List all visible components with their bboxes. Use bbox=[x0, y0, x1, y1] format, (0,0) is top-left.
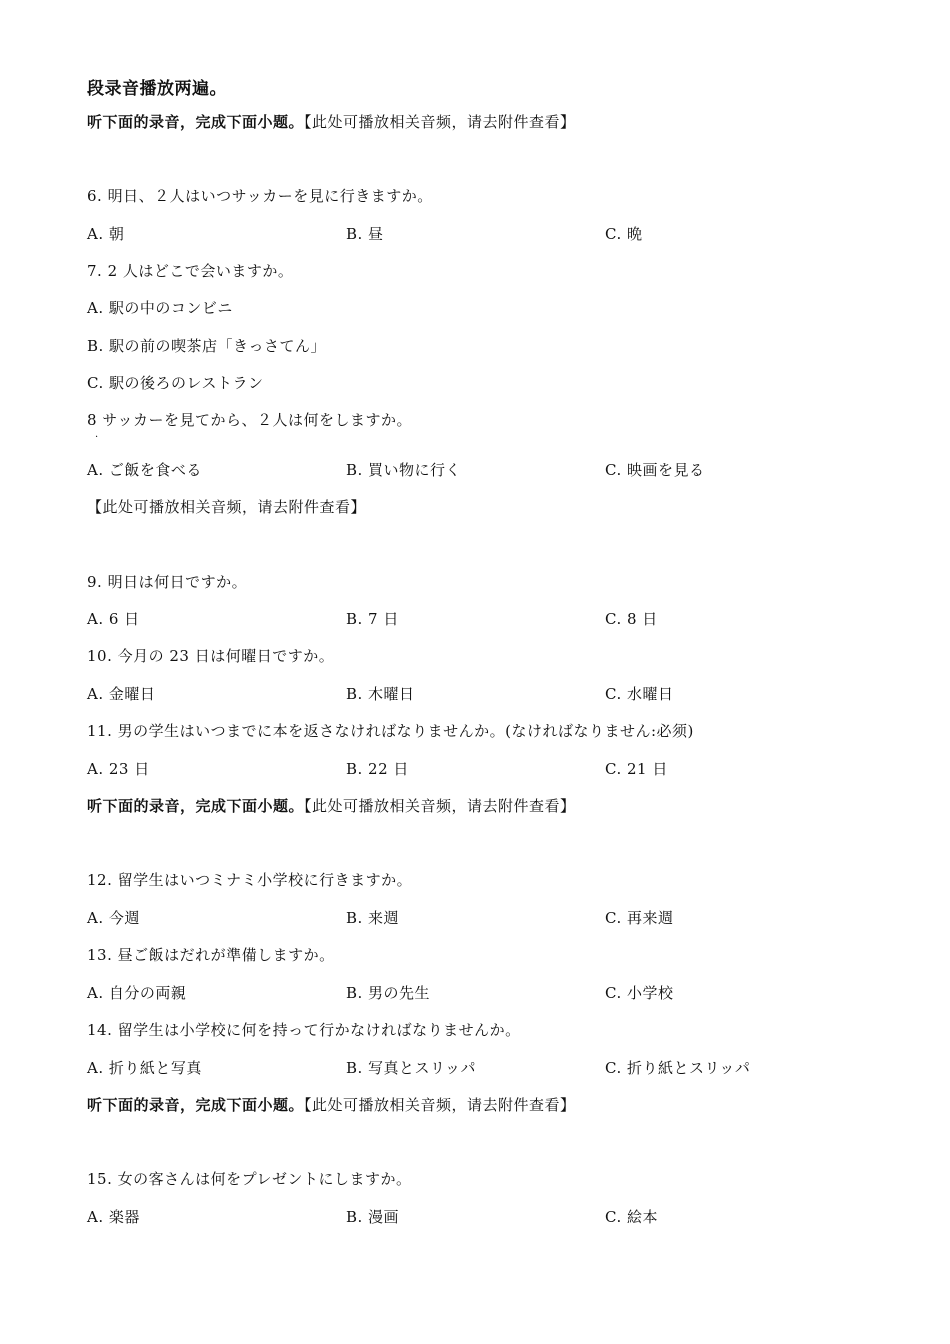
question-text: 7. 2 人はどこで会いますか。 bbox=[87, 262, 294, 280]
page-heading: 段录音播放两遍。 bbox=[87, 79, 227, 99]
answer-option[interactable]: B. 駅の前の喫茶店「きっさてん」 bbox=[87, 337, 327, 355]
answer-option[interactable]: B. 買い物に行く bbox=[346, 461, 462, 479]
answer-option[interactable]: A. ご飯を食べる bbox=[87, 461, 202, 479]
answer-option[interactable]: A. 折り紙と写真 bbox=[87, 1059, 202, 1077]
audio-note: 【此处可播放相关音频，请去附件查看】 bbox=[304, 113, 576, 131]
answer-option[interactable]: C. 折り紙とスリッパ bbox=[605, 1059, 751, 1077]
question-text: 9. 明日は何日ですか。 bbox=[87, 573, 248, 591]
answer-option[interactable]: B. 来週 bbox=[346, 909, 400, 927]
section-intro bbox=[87, 1095, 576, 1115]
audio-note: 【此处可播放相关音频，请去附件查看】 bbox=[304, 1096, 576, 1114]
answer-option[interactable]: C. 小学校 bbox=[605, 984, 674, 1002]
answer-option[interactable]: A. 6 日 bbox=[87, 610, 140, 628]
section-instruction: 听下面的录音，完成下面小题。 bbox=[87, 113, 305, 131]
question-text: 14. 留学生は小学校に何を持って行かなければなりませんか。 bbox=[87, 1021, 521, 1039]
question-text: 8 サッカーを見てから、２人は何をしますか。 bbox=[87, 411, 413, 429]
answer-option[interactable]: B. 昼 bbox=[346, 225, 384, 243]
answer-option[interactable]: A. 今週 bbox=[87, 909, 140, 927]
answer-option[interactable]: B. 木曜日 bbox=[346, 685, 415, 703]
answer-option[interactable]: C. 再来週 bbox=[605, 909, 674, 927]
question-text: 10. 今月の 23 日は何曜日ですか。 bbox=[87, 647, 335, 665]
section-intro bbox=[87, 497, 366, 517]
answer-option[interactable]: A. 23 日 bbox=[87, 760, 150, 778]
answer-option[interactable]: C. 8 日 bbox=[605, 610, 658, 628]
section-intro bbox=[87, 112, 576, 132]
answer-option[interactable]: C. 絵本 bbox=[605, 1208, 658, 1226]
section-intro bbox=[87, 796, 576, 816]
section-instruction: 听下面的录音，完成下面小题。 bbox=[87, 1096, 305, 1114]
audio-note: 【此处可播放相关音频，请去附件查看】 bbox=[304, 797, 576, 815]
answer-option[interactable]: C. 21 日 bbox=[605, 760, 668, 778]
stray-dot: · bbox=[95, 432, 99, 443]
answer-option[interactable]: C. 水曜日 bbox=[605, 685, 674, 703]
answer-option[interactable]: B. 22 日 bbox=[346, 760, 409, 778]
answer-option[interactable]: C. 晩 bbox=[605, 225, 643, 243]
answer-option[interactable]: A. 金曜日 bbox=[87, 685, 156, 703]
answer-option[interactable]: A. 自分の両親 bbox=[87, 984, 187, 1002]
answer-option[interactable]: C. 映画を見る bbox=[605, 461, 705, 479]
audio-note: 【此处可播放相关音频，请去附件查看】 bbox=[87, 498, 367, 516]
answer-option[interactable]: A. 駅の中のコンビニ bbox=[87, 299, 233, 317]
answer-option[interactable]: B. 写真とスリッパ bbox=[346, 1059, 476, 1077]
answer-option[interactable]: B. 男の先生 bbox=[346, 984, 431, 1002]
answer-option[interactable]: B. 漫画 bbox=[346, 1208, 400, 1226]
answer-option[interactable]: A. 楽器 bbox=[87, 1208, 140, 1226]
section-instruction: 听下面的录音，完成下面小题。 bbox=[87, 797, 305, 815]
question-text: 6. 明日、２人はいつサッカーを見に行きますか。 bbox=[87, 187, 433, 205]
answer-option[interactable]: C. 駅の後ろのレストラン bbox=[87, 374, 264, 392]
question-text: 13. 昼ご飯はだれが準備しますか。 bbox=[87, 946, 335, 964]
question-text: 15. 女の客さんは何をプレゼントにしますか。 bbox=[87, 1170, 412, 1188]
answer-option[interactable]: A. 朝 bbox=[87, 225, 125, 243]
question-text: 12. 留学生はいつミナミ小学校に行きますか。 bbox=[87, 871, 413, 889]
question-text: 11. 男の学生はいつまでに本を返さなければなりませんか。(なければなりません:必须) bbox=[87, 722, 694, 740]
answer-option[interactable]: B. 7 日 bbox=[346, 610, 399, 628]
